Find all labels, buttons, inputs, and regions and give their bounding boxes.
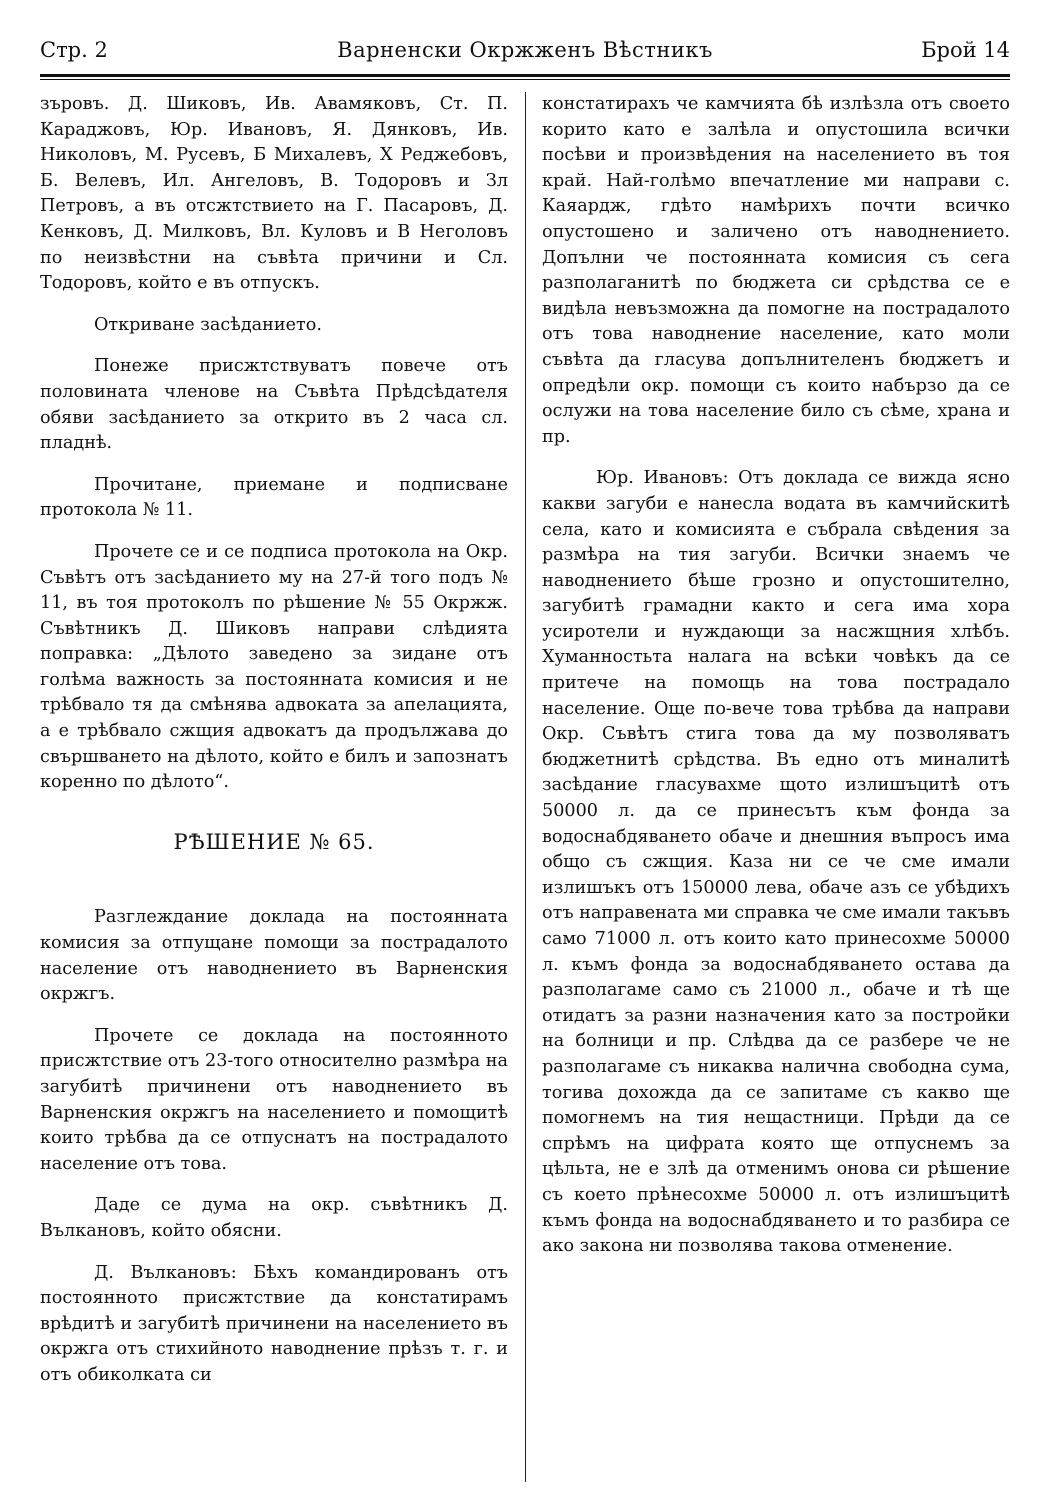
header-rule-thick <box>40 74 1010 77</box>
report-paragraph: Прочете се доклада на постоянното присжтствие отъ 23-того относително размѣра на загубитѣ причинени отъ наводнението въ Варненския окржгъ на населението и помощитѣ които трѣбва да се отпуснатъ на пострадалото население отъ това. <box>40 1025 508 1174</box>
column-divider <box>525 92 526 1482</box>
newspaper-title: Варненски Окржженъ Вѣстникъ <box>337 38 713 62</box>
decision-heading: РѢШЕНИЕ № 65. <box>173 829 375 854</box>
floor-given-paragraph: Даде се дума на окр. съвѣтникъ Д. Вълкановъ, който обясни. <box>40 1195 508 1241</box>
page-header <box>40 30 1010 68</box>
left-column <box>40 92 508 1405</box>
valkanov-speech-start: Д. Вълкановъ: Бѣхъ командированъ отъ постоянното присжтствие да констатирамъ врѣдитѣ и загубитѣ причинени на населението въ окржга отъ стихийното наводнение прѣзъ т. г. и отъ обиколката си <box>40 1262 508 1385</box>
valkanov-speech-continued: констатирахъ че камчията бѣ излѣзла отъ своето корито като е залѣла и опустошила всички посѣви и произвѣдения на населението въ тоя край. Най-голѣмо впечатление ми направи с. Каяардж, гдѣто намѣрихъ почти всичко опустошено и заличено отъ наводнението. Допълни че постоянната комисия съ сега разполаганитѣ по бюджета си срѣдства се е видѣла невъзможна да помогне на пострадалото отъ това наводнение население, като моли съвѣта да гласува допълнителенъ бюджетъ и опредѣли окр. помощи съ които набързо да се ослужи на това население било съ сѣме, храна и пр. <box>542 94 1010 447</box>
protocol-paragraph: Прочете се и се подписа протокола на Окр. Съвѣтъ отъ засѣданието му на 27-й того подъ № 11, въ тоя протоколъ по рѣшение № 55 Окржж. Съвѣтникъ Д. Шиковъ направи слѣдията поправка: „Дѣлото заведено за зидане отъ голѣма важность за постоянната комисия и не трѣбвало тя да смѣнява адвоката за апелацията, а е трѣбвало сжщия адвокатъ да продължава до свършването на дѣлото, който е билъ и запознатъ коренно по дѣлото“. <box>40 541 508 793</box>
right-column <box>542 92 1010 1276</box>
quorum-paragraph: Понеже присжтствуватъ повече отъ половината членове на Съвѣта Прѣдсѣдателя обяви засѣданието за открито въ 2 часа сл. пладнѣ. <box>40 356 508 454</box>
opening-subheading: Откриване засѣданието. <box>94 314 322 335</box>
header-rule-thin <box>40 79 1010 80</box>
decision-subject: Разглеждание доклада на постоянната комисия за отпущане помощи за пострадалото население отъ наводнението въ Варненския окржгъ. <box>40 907 508 1005</box>
issue-number: Брой 14 <box>921 38 1010 62</box>
newspaper-page <box>40 30 1010 1470</box>
page-number: Стр. 2 <box>40 38 108 62</box>
attendance-paragraph: зъровъ. Д. Шиковъ, Ив. Авамяковъ, Ст. П. Караджовъ, Юр. Ивановъ, Я. Дянковъ, Ив. Николовъ, М. Русевъ, Б Михалевъ, Х Реджебовъ, Б. Велевъ, Ил. Ангеловъ, В. Тодоровъ и Зл Петровъ, а въ отсжтствието на Г. Пасаровъ, Д. Кенковъ, Д. Милковъ, Вл. Куловъ и В Неголовъ по неизвѣстни на съвѣта причини и Сл. Тодоровъ, който е въ отпускъ. <box>40 94 508 294</box>
protocol-subheading: Прочитане, приемане и подписване протокола № 11. <box>40 474 508 521</box>
ivanov-speech: Юр. Ивановъ: Отъ доклада се вижда ясно какви загуби е нанесла водата въ камчийскитѣ села, като и комисията е събрала свѣдения за размѣра на тия загуби. Всички знаемъ че наводнението бѣше грозно и опустошително, загубитѣ грамадни както и сега има хора усиротели и нуждающи за насжщния хлѣбъ. Хуманностьта налага на всѣки човѣкъ да се притече на помощь на това пострадало население. Още по-вече това трѣбва да направи Окр. Съвѣтъ стига това да му позволяватъ бюджетнитѣ срѣдства. Въ едно отъ миналитѣ засѣдание гласувахме щото излишъцитѣ отъ 50000 л. да се принесътъ към фонда за водоснабдяването обаче и днешния въпросъ има общо съ сжщия. Каза ни се че сме имали излишъкъ отъ 150000 лева, обаче азъ се убѣдихъ отъ направената ми справка че сме имали такъвъ само 71000 л. отъ които като принесохме 50000 л. къмъ фонда за водоснабдяването остава да разполагаме само съ 21000 л., обаче и тѣ ще отидатъ за разни назначения като за постройки на болници и пр. Слѣдва да се разбере че не разполагаме съ никаква налична свободна сума, тогива дохожда да се запитаме съ какво ще помогнемъ на тия нещастници. Прѣди да се спрѣмъ на цифрата която ще отпуснемъ за цѣльта, не е злѣ да отменимъ онова си рѣшение съ което прѣнесохме 50000 л. отъ излишъцитѣ къмъ фонда на водоснабдяването и то разбира се ако закона ни позволява такова отменение. <box>542 468 1010 1257</box>
